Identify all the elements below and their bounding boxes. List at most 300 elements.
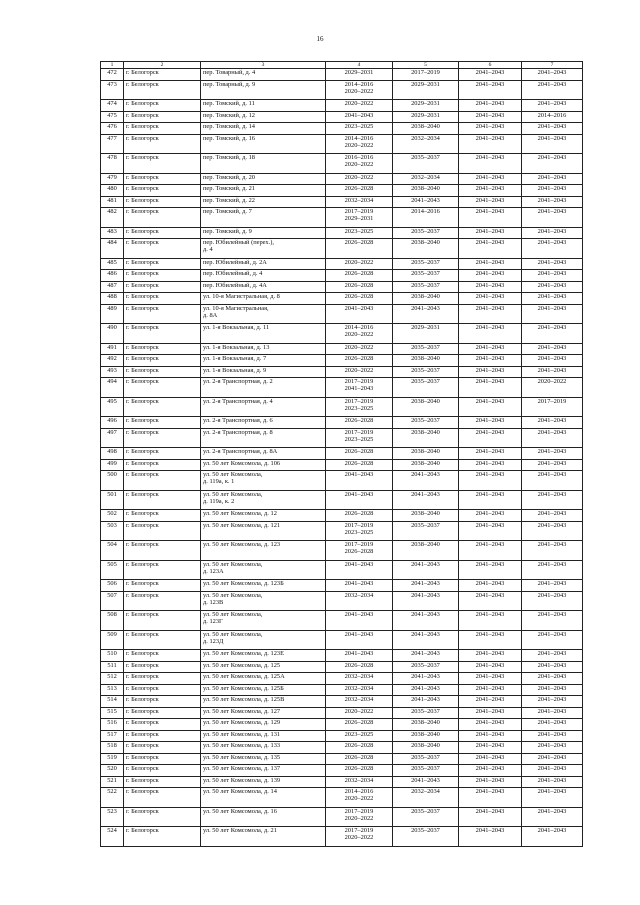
col6-cell — [459, 753, 522, 765]
col6-cell — [459, 304, 522, 324]
row-number — [101, 80, 124, 100]
cell-line: 2026–2028 — [344, 270, 374, 277]
col6-cell — [459, 776, 522, 788]
cell-line: 495 — [107, 397, 117, 405]
col4-cell — [326, 611, 393, 631]
cell-line: ул. 50 лет Комсомола, — [203, 471, 263, 478]
header-row — [101, 62, 583, 69]
col7-cell — [522, 366, 583, 378]
table-row — [101, 753, 583, 765]
col7-cell — [522, 258, 583, 270]
row-number — [101, 134, 124, 154]
address-cell — [201, 100, 326, 112]
address-cell — [201, 684, 326, 696]
col7-cell — [522, 788, 583, 808]
col4-cell — [326, 765, 393, 777]
cell-line: г. Белогорск — [126, 742, 159, 749]
row-number — [101, 417, 124, 429]
cell-line: 2041–2043 — [537, 100, 567, 107]
city-cell — [124, 69, 201, 81]
col6-cell — [459, 611, 522, 631]
city-cell — [124, 227, 201, 239]
cell-line: 2041–2043 — [475, 378, 505, 385]
col7-cell — [522, 111, 583, 123]
col6-cell — [459, 239, 522, 259]
row-number — [101, 684, 124, 696]
address-cell — [201, 788, 326, 808]
cell-line: 2035–2037 — [411, 378, 440, 385]
cell-line: 479 — [107, 173, 117, 181]
col5-cell — [393, 459, 459, 471]
cell-line: г. Белогорск — [126, 80, 159, 88]
cell-line: 522 — [107, 788, 117, 795]
table-row — [101, 580, 583, 592]
col7-cell — [522, 630, 583, 650]
cell-line: 2041–2043 — [537, 776, 567, 784]
cell-line: 2020–2022 — [344, 366, 374, 374]
col4-cell — [326, 541, 393, 561]
col7-cell — [522, 510, 583, 522]
table-row — [101, 304, 583, 324]
cell-line: 2041–2043 — [537, 673, 567, 680]
col4-cell — [326, 227, 393, 239]
address-cell — [201, 591, 326, 611]
col7-cell — [522, 742, 583, 754]
cell-line: д. 123В — [203, 598, 224, 606]
cell-line: г. Белогорск — [126, 111, 159, 119]
col4-cell — [326, 630, 393, 650]
city-cell — [124, 541, 201, 561]
col7-cell — [522, 173, 583, 185]
cell-line: 2041–2043 — [537, 827, 567, 834]
city-cell — [124, 293, 201, 305]
row-number — [101, 239, 124, 259]
cell-line: 2026–2028 — [344, 448, 374, 455]
address-cell — [201, 208, 326, 228]
city-cell — [124, 448, 201, 460]
cell-line: д. 4 — [203, 246, 213, 254]
cell-line: 503 — [107, 521, 117, 529]
cell-line: 2020–2022 — [344, 87, 374, 95]
table-row — [101, 111, 583, 123]
row-number — [101, 471, 124, 491]
city-cell — [124, 719, 201, 731]
city-cell — [124, 560, 201, 580]
cell-line: 2026–2028 — [344, 510, 374, 517]
cell-line: 2035–2037 — [411, 366, 440, 374]
cell-line: ул. 50 лет Комсомола, д. 14 — [203, 788, 277, 795]
col7-cell — [522, 753, 583, 765]
col5-cell — [393, 541, 459, 561]
col7-cell — [522, 765, 583, 777]
table-row — [101, 650, 583, 662]
col6-cell — [459, 69, 522, 81]
cell-line: 2038–2040 — [411, 459, 440, 467]
cell-line: г. Белогорск — [126, 69, 159, 76]
cell-line: 477 — [107, 134, 117, 142]
col5-cell — [393, 630, 459, 650]
table-row — [101, 788, 583, 808]
cell-line: ул. 1-я Вокзальная, д. 7 — [203, 355, 267, 362]
address-cell — [201, 753, 326, 765]
cell-line: 2041–2043 — [475, 293, 505, 300]
cell-line: 2041–2043 — [344, 611, 374, 618]
cell-line: г. Белогорск — [126, 611, 159, 618]
col7-cell — [522, 304, 583, 324]
cell-line: 2041–2043 — [475, 123, 505, 130]
cell-line: 2017–2019 — [411, 69, 440, 76]
cell-line: 2026–2028 — [344, 719, 374, 726]
cell-line: 497 — [107, 428, 117, 436]
cell-line: 2041–2043 — [411, 304, 440, 312]
cell-line: 2032–2034 — [344, 673, 374, 680]
cell-line: 2041–2043 — [475, 696, 505, 703]
page-number: 16 — [316, 35, 324, 43]
row-number — [101, 696, 124, 708]
city-cell — [124, 591, 201, 611]
cell-line: г. Белогорск — [126, 650, 159, 657]
cell-line: 2020–2022 — [344, 100, 374, 107]
address-cell — [201, 459, 326, 471]
cell-line: 2014–2016 — [411, 208, 440, 215]
cell-line: 472 — [107, 69, 117, 76]
cell-line: 513 — [107, 684, 117, 692]
col6-cell — [459, 270, 522, 282]
col7-cell — [522, 490, 583, 510]
row-number — [101, 304, 124, 324]
cell-line: 2041–2043 — [475, 111, 505, 119]
cell-line: пер. Юбилейный, д. 4 — [203, 270, 263, 277]
col5-cell — [393, 185, 459, 197]
cell-line: 2038–2040 — [411, 355, 440, 362]
cell-line: г. Белогорск — [126, 707, 159, 715]
cell-line: 2026–2028 — [344, 293, 374, 300]
cell-line: ул. 2-я Транспортная, д. 8 — [203, 428, 273, 436]
col4-cell — [326, 281, 393, 293]
address-cell — [201, 134, 326, 154]
col4-cell — [326, 185, 393, 197]
cell-line: г. Белогорск — [126, 417, 159, 424]
col5-cell — [393, 239, 459, 259]
cell-line: г. Белогорск — [126, 196, 159, 204]
address-cell — [201, 397, 326, 417]
table-row — [101, 355, 583, 367]
cell-line: 2041–2043 — [537, 227, 567, 235]
city-cell — [124, 788, 201, 808]
table-row — [101, 471, 583, 491]
header-cell: 6 — [459, 62, 522, 69]
cell-line: 2023–2025 — [344, 123, 374, 130]
cell-line: 2041–2043 — [537, 355, 567, 362]
cell-line: 524 — [107, 827, 117, 834]
city-cell — [124, 185, 201, 197]
row-number — [101, 560, 124, 580]
cell-line: 2041–2043 — [475, 366, 505, 374]
cell-line: ул. 50 лет Комсомола, д. 125В — [203, 696, 285, 703]
row-number — [101, 661, 124, 673]
row-number — [101, 196, 124, 208]
cell-line: 2029–2031 — [411, 111, 440, 119]
row-number — [101, 580, 124, 592]
city-cell — [124, 343, 201, 355]
col7-cell — [522, 134, 583, 154]
col7-cell — [522, 730, 583, 742]
city-cell — [124, 428, 201, 448]
row-number — [101, 673, 124, 685]
col4-cell — [326, 684, 393, 696]
cell-line: 2023–2025 — [344, 435, 374, 443]
cell-line: 509 — [107, 630, 117, 638]
cell-line: 2017–2019 — [344, 521, 374, 529]
cell-line: 2038–2040 — [411, 185, 440, 192]
city-cell — [124, 355, 201, 367]
address-cell — [201, 239, 326, 259]
cell-line: 2026–2028 — [344, 417, 374, 424]
col6-cell — [459, 591, 522, 611]
col4-cell — [326, 324, 393, 344]
cell-line: г. Белогорск — [126, 154, 159, 161]
col5-cell — [393, 580, 459, 592]
col7-cell — [522, 69, 583, 81]
city-cell — [124, 807, 201, 827]
cell-line: пер. Томский, д. 9 — [203, 227, 252, 235]
cell-line: 2041–2043 — [537, 208, 567, 215]
address-cell — [201, 173, 326, 185]
col5-cell — [393, 100, 459, 112]
col5-cell — [393, 490, 459, 510]
row-number — [101, 807, 124, 827]
cell-line: 491 — [107, 343, 117, 351]
cell-line: ул. 50 лет Комсомола, д. 106 — [203, 459, 281, 467]
table-row — [101, 378, 583, 398]
cell-line: г. Белогорск — [126, 730, 159, 738]
col5-cell — [393, 471, 459, 491]
col4-cell — [326, 788, 393, 808]
cell-line: 473 — [107, 80, 117, 88]
cell-line: 523 — [107, 807, 117, 815]
cell-line: 487 — [107, 281, 117, 289]
schedule-table — [100, 61, 583, 847]
cell-line: 2020–2022 — [344, 161, 374, 169]
address-cell — [201, 560, 326, 580]
cell-line: 2041–2043 — [475, 650, 505, 657]
cell-line: 2041–2043 — [475, 304, 505, 312]
row-number — [101, 324, 124, 344]
cell-line: ул. 50 лет Комсомола, д. 133 — [203, 742, 281, 749]
col7-cell — [522, 227, 583, 239]
cell-line: г. Белогорск — [126, 324, 159, 331]
cell-line: 2041–2043 — [411, 776, 440, 784]
city-cell — [124, 707, 201, 719]
address-cell — [201, 611, 326, 631]
col4-cell — [326, 173, 393, 185]
col5-cell — [393, 611, 459, 631]
cell-line: 2029–2031 — [411, 324, 440, 331]
cell-line: 2041–2043 — [475, 471, 505, 478]
col7-cell — [522, 100, 583, 112]
cell-line: 2041–2043 — [475, 807, 505, 815]
cell-line: 2026–2028 — [344, 185, 374, 192]
col6-cell — [459, 366, 522, 378]
table-row — [101, 227, 583, 239]
cell-line: 486 — [107, 270, 117, 277]
cell-line: 2041–2043 — [537, 611, 567, 618]
cell-line: 2035–2037 — [411, 281, 440, 289]
cell-line: 2041–2043 — [475, 788, 505, 795]
col4-cell — [326, 134, 393, 154]
col6-cell — [459, 417, 522, 429]
cell-line: 2041–2043 — [537, 510, 567, 517]
col4-cell — [326, 776, 393, 788]
col6-cell — [459, 684, 522, 696]
col6-cell — [459, 173, 522, 185]
city-cell — [124, 650, 201, 662]
col7-cell — [522, 343, 583, 355]
cell-line: 2041–2043 — [475, 154, 505, 161]
col6-cell — [459, 134, 522, 154]
row-number — [101, 541, 124, 561]
cell-line: 2041–2043 — [537, 788, 567, 795]
cell-line: 2020–2022 — [344, 141, 374, 149]
cell-line: 508 — [107, 611, 117, 618]
cell-line: 514 — [107, 696, 117, 703]
table-row — [101, 521, 583, 541]
cell-line: г. Белогорск — [126, 591, 159, 599]
cell-line: 516 — [107, 719, 117, 726]
cell-line: 2041–2043 — [537, 730, 567, 738]
col4-cell — [326, 428, 393, 448]
address-cell — [201, 355, 326, 367]
address-cell — [201, 630, 326, 650]
col5-cell — [393, 123, 459, 135]
address-cell — [201, 366, 326, 378]
col7-cell — [522, 270, 583, 282]
cell-line: 2041–2043 — [537, 459, 567, 467]
col6-cell — [459, 343, 522, 355]
cell-line: 2041–2043 — [537, 753, 567, 761]
cell-line: 2041–2043 — [475, 776, 505, 784]
cell-line: ул. 50 лет Комсомола, — [203, 560, 263, 568]
header-cell: 3 — [201, 62, 326, 69]
col4-cell — [326, 560, 393, 580]
col7-cell — [522, 239, 583, 259]
col4-cell — [326, 730, 393, 742]
col4-cell — [326, 807, 393, 827]
header-cell: 7 — [522, 62, 583, 69]
cell-line: 2041–2043 — [537, 560, 567, 568]
address-cell — [201, 707, 326, 719]
cell-line: пер. Томский, д. 21 — [203, 185, 256, 192]
cell-line: 2041–2043 — [537, 258, 567, 266]
cell-line: 2041–2043 — [344, 580, 374, 587]
address-cell — [201, 281, 326, 293]
cell-line: пер. Томский, д. 20 — [203, 173, 256, 181]
row-number — [101, 154, 124, 174]
cell-line: 2041–2043 — [537, 366, 567, 374]
cell-line: 2032–2034 — [344, 684, 374, 692]
cell-line: 496 — [107, 417, 117, 424]
col5-cell — [393, 417, 459, 429]
col4-cell — [326, 591, 393, 611]
col5-cell — [393, 111, 459, 123]
col6-cell — [459, 208, 522, 228]
cell-line: г. Белогорск — [126, 304, 159, 312]
col5-cell — [393, 650, 459, 662]
cell-line: 520 — [107, 765, 117, 772]
row-number — [101, 258, 124, 270]
cell-line: 2035–2037 — [411, 258, 440, 266]
cell-line: 2041–2043 — [475, 270, 505, 277]
cell-line: 2026–2028 — [344, 548, 374, 556]
cell-line: 505 — [107, 560, 117, 568]
table-row — [101, 684, 583, 696]
cell-line: 2029–2031 — [344, 69, 374, 76]
cell-line: 2041–2043 — [537, 80, 567, 88]
cell-line: ул. 50 лет Комсомола, д. 121 — [203, 521, 281, 529]
cell-line: 2020–2022 — [344, 814, 374, 822]
col5-cell — [393, 827, 459, 847]
table-row — [101, 239, 583, 259]
cell-line: 2041–2043 — [537, 471, 567, 478]
col5-cell — [393, 270, 459, 282]
cell-line: 2041–2043 — [475, 100, 505, 107]
col5-cell — [393, 69, 459, 81]
address-cell — [201, 80, 326, 100]
cell-line: г. Белогорск — [126, 355, 159, 362]
cell-line: г. Белогорск — [126, 258, 159, 266]
cell-line: 2041–2043 — [537, 239, 567, 246]
col5-cell — [393, 765, 459, 777]
table-row — [101, 80, 583, 100]
cell-line: 2023–2025 — [344, 227, 374, 235]
col4-cell — [326, 343, 393, 355]
cell-line: пер. Юбилейный (перех.), — [203, 239, 274, 246]
cell-line: 2041–2043 — [475, 208, 505, 215]
cell-line: 2041–2043 — [411, 471, 440, 478]
col5-cell — [393, 80, 459, 100]
address-cell — [201, 661, 326, 673]
cell-line: 2017–2019 — [344, 397, 374, 405]
address-cell — [201, 304, 326, 324]
cell-line: г. Белогорск — [126, 807, 159, 815]
cell-line: 2041–2043 — [411, 696, 440, 703]
table-row — [101, 611, 583, 631]
cell-line: г. Белогорск — [126, 719, 159, 726]
city-cell — [124, 239, 201, 259]
address-cell — [201, 111, 326, 123]
cell-line: г. Белогорск — [126, 696, 159, 703]
address-cell — [201, 417, 326, 429]
cell-line: 2032–2034 — [344, 196, 374, 204]
cell-line: ул. 2-я Транспортная, д. 2 — [203, 378, 273, 385]
cell-line: д. 123Д — [203, 637, 224, 645]
cell-line: 2026–2028 — [344, 459, 374, 467]
row-number — [101, 397, 124, 417]
cell-line: 2035–2037 — [411, 707, 440, 715]
cell-line: 2041–2043 — [537, 69, 567, 76]
cell-line: д. 123Г — [203, 618, 223, 626]
col5-cell — [393, 788, 459, 808]
cell-line: ул. 50 лет Комсомола, д. 123Б — [203, 580, 284, 587]
col7-cell — [522, 80, 583, 100]
col4-cell — [326, 355, 393, 367]
row-number — [101, 355, 124, 367]
cell-line: 2041–2043 — [344, 471, 374, 478]
cell-line: 2026–2028 — [344, 753, 374, 761]
cell-line: 2041–2043 — [475, 258, 505, 266]
cell-line: ул. 2-я Транспортная, д. 4 — [203, 397, 273, 405]
cell-line: 492 — [107, 355, 117, 362]
